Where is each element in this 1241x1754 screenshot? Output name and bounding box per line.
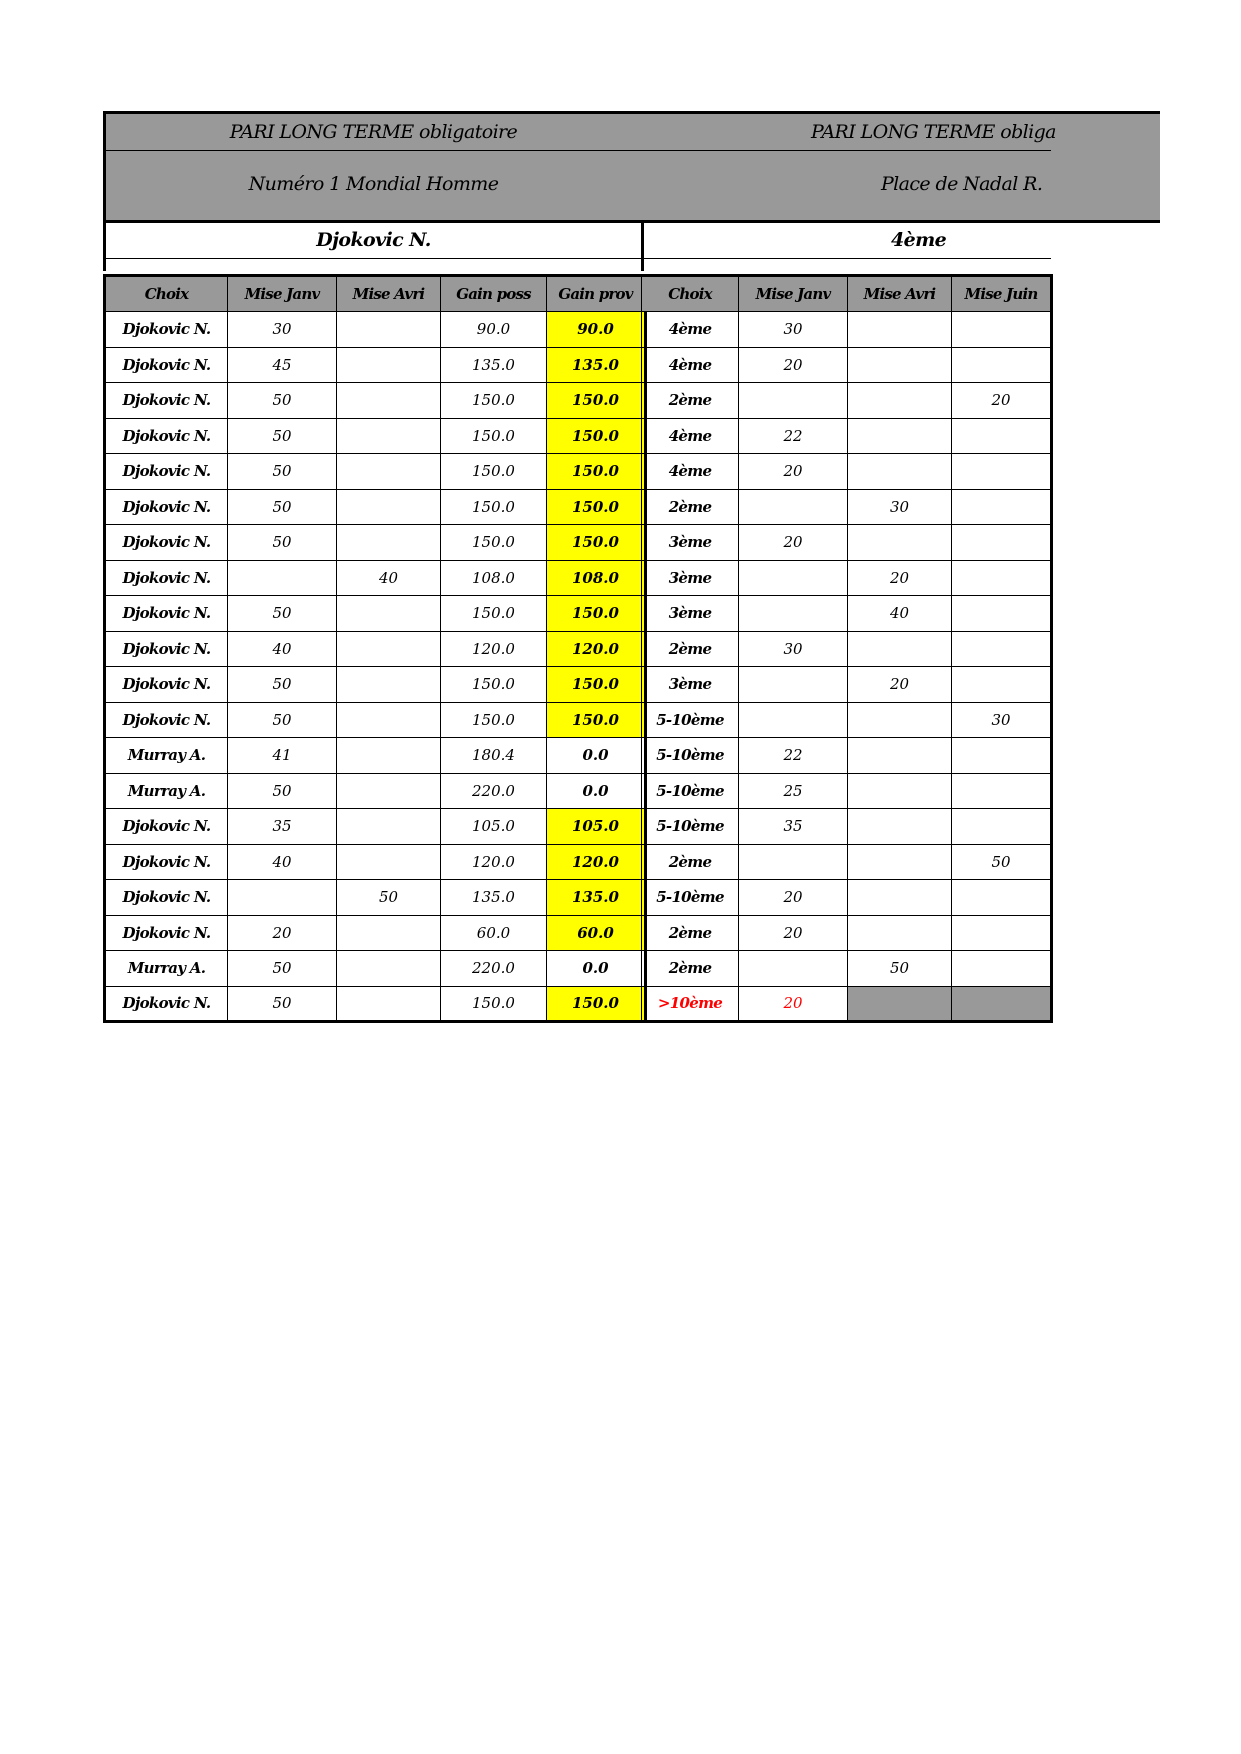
- place-choice-cell: 5-10ème: [642, 738, 739, 774]
- left-banner: PARI LONG TERME obligatoire: [229, 121, 518, 143]
- table-row: [105, 880, 646, 916]
- mise-avri-cell: [337, 489, 441, 525]
- choice-cell: Djokovic N.: [105, 560, 228, 596]
- table-row: [642, 809, 1052, 845]
- mise-avri-cell: 20: [848, 667, 952, 703]
- table-row: [105, 383, 646, 419]
- gain-prov-cell: 150.0: [547, 489, 646, 525]
- mise-janv-cell: [739, 596, 848, 632]
- mise-avri-cell: [848, 738, 952, 774]
- mise-avri-cell: [337, 347, 441, 383]
- place-choice-cell: 5-10ème: [642, 809, 739, 845]
- gain-poss-cell: 150.0: [441, 418, 547, 454]
- table-row: [105, 702, 646, 738]
- table-row: [642, 312, 1052, 348]
- gain-prov-cell: 108.0: [547, 560, 646, 596]
- place-choice-cell: 4ème: [642, 312, 739, 348]
- mise-janv-cell: 50: [228, 773, 337, 809]
- mise-avri-cell: [848, 631, 952, 667]
- mise-avri-cell: [337, 418, 441, 454]
- gain-prov-cell: 150.0: [547, 454, 646, 490]
- place-choice-cell: 5-10ème: [642, 880, 739, 916]
- table-row: [642, 667, 1052, 703]
- choice-cell: Murray A.: [105, 951, 228, 987]
- mise-janv-cell: 25: [739, 773, 848, 809]
- table-row: [105, 454, 646, 490]
- gain-prov-cell: 135.0: [547, 880, 646, 916]
- mise-janv-cell: 22: [739, 418, 848, 454]
- place-choice-cell: >10ème: [642, 986, 739, 1022]
- mise-janv-cell: 20: [739, 454, 848, 490]
- mise-juin-cell: [952, 312, 1052, 348]
- mise-juin-cell: [952, 667, 1052, 703]
- left-answer-box: [103, 220, 644, 271]
- mise-janv-cell: 50: [228, 454, 337, 490]
- mise-janv-cell: 41: [228, 738, 337, 774]
- table-row: [105, 525, 646, 561]
- mise-avri-cell: [337, 951, 441, 987]
- mise-avri-cell: [848, 986, 952, 1022]
- mise-janv-cell: 20: [739, 986, 848, 1022]
- table-row: [105, 844, 646, 880]
- left-column-header-row: [105, 276, 646, 312]
- left-column-header: Choix: [105, 276, 228, 312]
- table-row: [642, 454, 1052, 490]
- mise-janv-cell: [739, 489, 848, 525]
- table-row: [642, 986, 1052, 1022]
- mise-janv-cell: 20: [739, 915, 848, 951]
- place-choice-cell: 4ème: [642, 347, 739, 383]
- mise-janv-cell: [228, 880, 337, 916]
- place-choice-cell: 3ème: [642, 560, 739, 596]
- choice-cell: Djokovic N.: [105, 312, 228, 348]
- table-row: [105, 596, 646, 632]
- mise-janv-cell: 50: [228, 489, 337, 525]
- right-question: Place de Nadal R.: [881, 173, 1043, 195]
- table-row: [105, 809, 646, 845]
- left-column-header: Gain prov: [547, 276, 646, 312]
- gain-poss-cell: 220.0: [441, 951, 547, 987]
- gain-poss-cell: 150.0: [441, 489, 547, 525]
- left-bets-table: [103, 274, 647, 1023]
- gain-poss-cell: 120.0: [441, 844, 547, 880]
- table-row: [642, 773, 1052, 809]
- choice-cell: Djokovic N.: [105, 596, 228, 632]
- mise-avri-cell: [848, 383, 952, 419]
- mise-avri-cell: [848, 418, 952, 454]
- mise-janv-cell: 50: [228, 986, 337, 1022]
- mise-avri-cell: [848, 880, 952, 916]
- mise-janv-cell: [228, 560, 337, 596]
- table-row: [642, 631, 1052, 667]
- table-row: [105, 915, 646, 951]
- gain-prov-cell: 90.0: [547, 312, 646, 348]
- mise-janv-cell: [739, 560, 848, 596]
- gain-poss-cell: 150.0: [441, 986, 547, 1022]
- place-choice-cell: 2ème: [642, 383, 739, 419]
- table-row: [105, 489, 646, 525]
- mise-avri-cell: [848, 347, 952, 383]
- mise-avri-cell: 50: [848, 951, 952, 987]
- right-column-header: Mise Janv: [739, 276, 848, 312]
- mise-juin-cell: [952, 809, 1052, 845]
- mise-avri-cell: [337, 525, 441, 561]
- gain-prov-cell: 150.0: [547, 596, 646, 632]
- table-row: [642, 383, 1052, 419]
- mise-avri-cell: [848, 312, 952, 348]
- gain-poss-cell: 135.0: [441, 880, 547, 916]
- mise-janv-cell: 40: [228, 631, 337, 667]
- mise-avri-cell: [337, 915, 441, 951]
- gain-poss-cell: 135.0: [441, 347, 547, 383]
- mise-juin-cell: 30: [952, 702, 1052, 738]
- right-banner: PARI LONG TERME obliga: [811, 121, 1056, 143]
- choice-cell: Djokovic N.: [105, 347, 228, 383]
- gain-poss-cell: 105.0: [441, 809, 547, 845]
- mise-janv-cell: 35: [228, 809, 337, 845]
- gain-poss-cell: 150.0: [441, 702, 547, 738]
- choice-cell: Djokovic N.: [105, 418, 228, 454]
- mise-avri-cell: [337, 631, 441, 667]
- mise-juin-cell: [952, 454, 1052, 490]
- choice-cell: Djokovic N.: [105, 454, 228, 490]
- gain-prov-cell: 0.0: [547, 738, 646, 774]
- table-row: [642, 738, 1052, 774]
- mise-avri-cell: [848, 525, 952, 561]
- right-column-header: Mise Juin: [952, 276, 1052, 312]
- table-row: [642, 525, 1052, 561]
- gain-prov-cell: 120.0: [547, 844, 646, 880]
- mise-juin-cell: 50: [952, 844, 1052, 880]
- mise-janv-cell: [739, 951, 848, 987]
- left-column-header: Mise Janv: [228, 276, 337, 312]
- gain-prov-cell: 0.0: [547, 773, 646, 809]
- mise-juin-cell: [952, 773, 1052, 809]
- gain-poss-cell: 120.0: [441, 631, 547, 667]
- mise-juin-cell: [952, 596, 1052, 632]
- place-choice-cell: 5-10ème: [642, 702, 739, 738]
- table-row: [642, 560, 1052, 596]
- mise-avri-cell: 30: [848, 489, 952, 525]
- mise-avri-cell: [337, 383, 441, 419]
- mise-janv-cell: 50: [228, 525, 337, 561]
- gain-prov-cell: 150.0: [547, 525, 646, 561]
- mise-janv-cell: 45: [228, 347, 337, 383]
- right-column-header: Mise Avri: [848, 276, 952, 312]
- choice-cell: Djokovic N.: [105, 631, 228, 667]
- choice-cell: Djokovic N.: [105, 702, 228, 738]
- table-row: [105, 631, 646, 667]
- mise-avri-cell: [337, 454, 441, 490]
- choice-cell: Djokovic N.: [105, 525, 228, 561]
- mise-juin-cell: [952, 418, 1052, 454]
- gain-prov-cell: 150.0: [547, 702, 646, 738]
- mise-janv-cell: 40: [228, 844, 337, 880]
- mise-juin-cell: [952, 880, 1052, 916]
- place-choice-cell: 4ème: [642, 418, 739, 454]
- choice-cell: Djokovic N.: [105, 915, 228, 951]
- mise-juin-cell: [952, 631, 1052, 667]
- table-row: [642, 951, 1052, 987]
- table-row: [105, 951, 646, 987]
- gain-poss-cell: 150.0: [441, 525, 547, 561]
- gain-prov-cell: 150.0: [547, 383, 646, 419]
- left-column-header: Mise Avri: [337, 276, 441, 312]
- mise-juin-cell: [952, 347, 1052, 383]
- table-row: [642, 489, 1052, 525]
- choice-cell: Djokovic N.: [105, 489, 228, 525]
- table-row: [105, 312, 646, 348]
- mise-avri-cell: 40: [848, 596, 952, 632]
- mise-avri-cell: [337, 702, 441, 738]
- left-column-header: Gain poss: [441, 276, 547, 312]
- place-choice-cell: 2ème: [642, 631, 739, 667]
- mise-janv-cell: 35: [739, 809, 848, 845]
- right-header-box: [641, 111, 1160, 223]
- table-row: [105, 667, 646, 703]
- place-choice-cell: 2ème: [642, 844, 739, 880]
- mise-janv-cell: 50: [228, 702, 337, 738]
- right-answer-box: [641, 220, 1051, 271]
- mise-juin-cell: [952, 738, 1052, 774]
- mise-avri-cell: 20: [848, 560, 952, 596]
- mise-janv-cell: [739, 383, 848, 419]
- choice-cell: Djokovic N.: [105, 844, 228, 880]
- table-row: [105, 738, 646, 774]
- mise-juin-cell: [952, 489, 1052, 525]
- mise-avri-cell: [337, 844, 441, 880]
- gain-prov-cell: 60.0: [547, 915, 646, 951]
- table-row: [105, 347, 646, 383]
- mise-avri-cell: [848, 702, 952, 738]
- choice-cell: Djokovic N.: [105, 880, 228, 916]
- mise-janv-cell: 50: [228, 383, 337, 419]
- place-choice-cell: 5-10ème: [642, 773, 739, 809]
- mise-janv-cell: [739, 844, 848, 880]
- mise-janv-cell: 50: [228, 596, 337, 632]
- table-row: [642, 347, 1052, 383]
- mise-janv-cell: 30: [739, 312, 848, 348]
- mise-avri-cell: [337, 667, 441, 703]
- mise-avri-cell: 50: [337, 880, 441, 916]
- gain-poss-cell: 108.0: [441, 560, 547, 596]
- mise-juin-cell: [952, 951, 1052, 987]
- right-column-header: Choix: [642, 276, 739, 312]
- place-choice-cell: 2ème: [642, 489, 739, 525]
- gain-prov-cell: 120.0: [547, 631, 646, 667]
- mise-avri-cell: 40: [337, 560, 441, 596]
- place-choice-cell: 3ème: [642, 667, 739, 703]
- mise-avri-cell: [337, 809, 441, 845]
- gain-poss-cell: 150.0: [441, 596, 547, 632]
- place-choice-cell: 3ème: [642, 596, 739, 632]
- mise-avri-cell: [337, 773, 441, 809]
- mise-juin-cell: [952, 525, 1052, 561]
- mise-janv-cell: 30: [739, 631, 848, 667]
- place-choice-cell: 2ème: [642, 915, 739, 951]
- choice-cell: Djokovic N.: [105, 667, 228, 703]
- mise-janv-cell: [739, 667, 848, 703]
- mise-avri-cell: [337, 312, 441, 348]
- mise-juin-cell: [952, 915, 1052, 951]
- right-column-header-row: [642, 276, 1052, 312]
- table-row: [105, 560, 646, 596]
- table-row: [105, 418, 646, 454]
- mise-juin-cell: [952, 986, 1052, 1022]
- choice-cell: Murray A.: [105, 738, 228, 774]
- gain-prov-cell: 150.0: [547, 667, 646, 703]
- table-row: [642, 880, 1052, 916]
- gain-poss-cell: 90.0: [441, 312, 547, 348]
- gain-prov-cell: 0.0: [547, 951, 646, 987]
- mise-avri-cell: [848, 915, 952, 951]
- gain-prov-cell: 150.0: [547, 986, 646, 1022]
- mise-avri-cell: [337, 738, 441, 774]
- mise-janv-cell: 22: [739, 738, 848, 774]
- mise-janv-cell: 20: [739, 347, 848, 383]
- choice-cell: Murray A.: [105, 773, 228, 809]
- gain-poss-cell: 220.0: [441, 773, 547, 809]
- gain-prov-cell: 150.0: [547, 418, 646, 454]
- table-row: [105, 986, 646, 1022]
- mise-janv-cell: [739, 702, 848, 738]
- mise-janv-cell: 20: [228, 915, 337, 951]
- table-row: [642, 596, 1052, 632]
- right-bets-table: [641, 274, 1053, 1023]
- gain-poss-cell: 60.0: [441, 915, 547, 951]
- mise-janv-cell: 50: [228, 418, 337, 454]
- left-header-box: [103, 111, 644, 223]
- right-answer: 4ème: [891, 229, 947, 251]
- mise-juin-cell: [952, 560, 1052, 596]
- left-question: Numéro 1 Mondial Homme: [248, 173, 499, 195]
- mise-janv-cell: 30: [228, 312, 337, 348]
- mise-avri-cell: [848, 454, 952, 490]
- mise-avri-cell: [337, 596, 441, 632]
- table-row: [642, 418, 1052, 454]
- mise-juin-cell: 20: [952, 383, 1052, 419]
- place-choice-cell: 2ème: [642, 951, 739, 987]
- choice-cell: Djokovic N.: [105, 809, 228, 845]
- mise-janv-cell: 20: [739, 525, 848, 561]
- mise-avri-cell: [848, 773, 952, 809]
- left-answer: Djokovic N.: [316, 229, 431, 251]
- mise-avri-cell: [848, 844, 952, 880]
- table-row: [642, 915, 1052, 951]
- table-row: [105, 773, 646, 809]
- gain-poss-cell: 150.0: [441, 383, 547, 419]
- mise-avri-cell: [337, 986, 441, 1022]
- table-row: [642, 844, 1052, 880]
- gain-prov-cell: 135.0: [547, 347, 646, 383]
- mise-janv-cell: 20: [739, 880, 848, 916]
- choice-cell: Djokovic N.: [105, 986, 228, 1022]
- gain-poss-cell: 150.0: [441, 454, 547, 490]
- mise-janv-cell: 50: [228, 667, 337, 703]
- mise-avri-cell: [848, 809, 952, 845]
- gain-poss-cell: 150.0: [441, 667, 547, 703]
- table-row: [642, 702, 1052, 738]
- gain-prov-cell: 105.0: [547, 809, 646, 845]
- gain-poss-cell: 180.4: [441, 738, 547, 774]
- choice-cell: Djokovic N.: [105, 383, 228, 419]
- place-choice-cell: 3ème: [642, 525, 739, 561]
- mise-janv-cell: 50: [228, 951, 337, 987]
- place-choice-cell: 4ème: [642, 454, 739, 490]
